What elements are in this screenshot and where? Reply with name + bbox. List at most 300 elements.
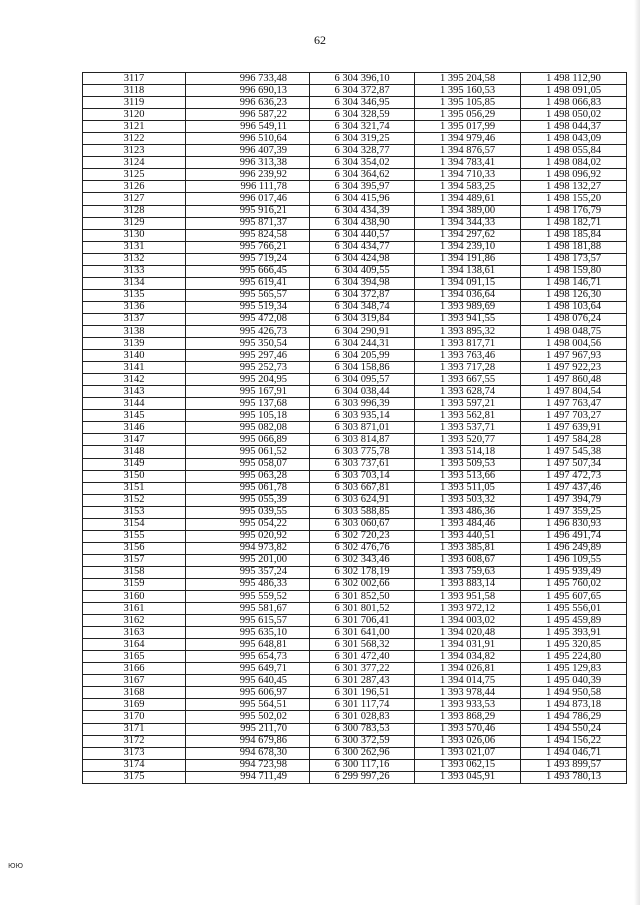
- coordinate-cell: 1 498 126,30: [521, 289, 627, 301]
- coordinate-cell: 995 105,18: [186, 410, 310, 422]
- point-number-cell: 3125: [83, 169, 186, 181]
- coordinate-cell: 1 394 297,62: [415, 229, 521, 241]
- coordinate-cell: 1 394 034,82: [415, 651, 521, 663]
- coordinate-cell: 6 303 996,39: [310, 398, 415, 410]
- coordinate-cell: 6 301 472,40: [310, 651, 415, 663]
- table-row: [83, 639, 627, 651]
- point-number-cell: 3128: [83, 205, 186, 217]
- coordinate-cell: 6 301 196,51: [310, 687, 415, 699]
- coordinate-cell: 995 635,10: [186, 627, 310, 639]
- table-row: [83, 711, 627, 723]
- coordinate-cell: 1 393 062,15: [415, 759, 521, 771]
- point-number-cell: 3119: [83, 97, 186, 109]
- point-number-cell: 3155: [83, 530, 186, 542]
- coordinate-cell: 1 395 056,29: [415, 109, 521, 121]
- footer-mark: ЮЮ: [8, 862, 24, 870]
- point-number-cell: 3173: [83, 747, 186, 759]
- coordinate-cell: 1 498 048,75: [521, 325, 627, 337]
- coordinate-cell: 1 497 584,28: [521, 434, 627, 446]
- coordinate-cell: 1 393 933,53: [415, 699, 521, 711]
- point-number-cell: 3131: [83, 241, 186, 253]
- table-row: [83, 277, 627, 289]
- coordinate-cell: 1 494 156,22: [521, 735, 627, 747]
- coordinate-cell: 994 679,86: [186, 735, 310, 747]
- coordinate-cell: 995 201,00: [186, 554, 310, 566]
- coordinate-cell: 1 498 050,02: [521, 109, 627, 121]
- point-number-cell: 3157: [83, 554, 186, 566]
- coordinate-cell: 6 304 095,57: [310, 374, 415, 386]
- coordinate-cell: 1 494 873,18: [521, 699, 627, 711]
- table-row: [83, 181, 627, 193]
- point-number-cell: 3174: [83, 759, 186, 771]
- coordinate-cell: 995 648,81: [186, 639, 310, 651]
- coordinate-cell: 1 395 160,53: [415, 85, 521, 97]
- coordinate-cell: 1 393 597,21: [415, 398, 521, 410]
- coordinate-cell: 1 498 066,83: [521, 97, 627, 109]
- coordinate-cell: 995 502,02: [186, 711, 310, 723]
- coordinate-cell: 996 017,46: [186, 193, 310, 205]
- table-row: [83, 603, 627, 615]
- table-row: [83, 145, 627, 157]
- coordinate-cell: 6 299 997,26: [310, 771, 415, 783]
- coordinate-cell: 994 711,49: [186, 771, 310, 783]
- coordinate-cell: 1 497 639,91: [521, 422, 627, 434]
- table-row: [83, 735, 627, 747]
- point-number-cell: 3122: [83, 133, 186, 145]
- coordinate-cell: 6 301 852,50: [310, 591, 415, 603]
- coordinate-cell: 995 054,22: [186, 518, 310, 530]
- coordinate-cell: 6 304 321,74: [310, 121, 415, 133]
- coordinate-cell: 6 302 002,66: [310, 578, 415, 590]
- coordinate-cell: 1 394 020,48: [415, 627, 521, 639]
- point-number-cell: 3151: [83, 482, 186, 494]
- point-number-cell: 3154: [83, 518, 186, 530]
- point-number-cell: 3172: [83, 735, 186, 747]
- table-row: [83, 759, 627, 771]
- coordinate-cell: 6 303 588,85: [310, 506, 415, 518]
- table-row: [83, 627, 627, 639]
- coordinate-cell: 1 497 507,34: [521, 458, 627, 470]
- coordinate-cell: 1 394 239,10: [415, 241, 521, 253]
- coordinate-cell: 996 690,13: [186, 85, 310, 97]
- coordinate-cell: 1 497 545,38: [521, 446, 627, 458]
- coordinate-cell: 1 497 967,93: [521, 350, 627, 362]
- point-number-cell: 3160: [83, 591, 186, 603]
- coordinate-cell: 1 393 608,67: [415, 554, 521, 566]
- coordinate-cell: 6 304 372,87: [310, 85, 415, 97]
- coordinate-cell: 1 394 389,00: [415, 205, 521, 217]
- coordinate-cell: 1 393 951,58: [415, 591, 521, 603]
- table-row: [83, 253, 627, 265]
- coordinate-cell: 1 498 181,88: [521, 241, 627, 253]
- coordinate-cell: 6 304 348,74: [310, 301, 415, 313]
- coordinate-cell: 6 304 290,91: [310, 325, 415, 337]
- point-number-cell: 3170: [83, 711, 186, 723]
- coordinate-cell: 1 498 112,90: [521, 73, 627, 85]
- point-number-cell: 3169: [83, 699, 186, 711]
- coordinate-cell: 1 498 091,05: [521, 85, 627, 97]
- coordinate-cell: 6 302 343,46: [310, 554, 415, 566]
- coordinate-cell: 995 649,71: [186, 663, 310, 675]
- point-number-cell: 3139: [83, 338, 186, 350]
- coordinate-cell: 1 394 583,25: [415, 181, 521, 193]
- point-number-cell: 3166: [83, 663, 186, 675]
- coordinate-cell: 1 498 182,71: [521, 217, 627, 229]
- coordinate-cell: 6 304 409,55: [310, 265, 415, 277]
- point-number-cell: 3158: [83, 566, 186, 578]
- coordinate-cell: 1 393 667,55: [415, 374, 521, 386]
- coordinate-cell: 995 472,08: [186, 313, 310, 325]
- point-number-cell: 3141: [83, 362, 186, 374]
- point-number-cell: 3159: [83, 578, 186, 590]
- coordinate-cell: 1 495 459,89: [521, 615, 627, 627]
- point-number-cell: 3117: [83, 73, 186, 85]
- point-number-cell: 3147: [83, 434, 186, 446]
- coordinate-cell: 6 300 783,53: [310, 723, 415, 735]
- coordinate-cell: 1 393 978,44: [415, 687, 521, 699]
- coordinate-cell: 995 916,21: [186, 205, 310, 217]
- coordinate-cell: 6 301 641,00: [310, 627, 415, 639]
- table-row: [83, 723, 627, 735]
- point-number-cell: 3124: [83, 157, 186, 169]
- coordinate-cell: 1 393 021,07: [415, 747, 521, 759]
- table-row: [83, 193, 627, 205]
- coordinate-cell: 1 393 513,66: [415, 470, 521, 482]
- point-number-cell: 3168: [83, 687, 186, 699]
- coordinate-cell: 1 393 026,06: [415, 735, 521, 747]
- coordinate-cell: 995 640,45: [186, 675, 310, 687]
- coordinate-cell: 1 393 989,69: [415, 301, 521, 313]
- coordinate-cell: 996 407,39: [186, 145, 310, 157]
- coordinate-cell: 6 300 262,96: [310, 747, 415, 759]
- coordinate-cell: 995 559,52: [186, 591, 310, 603]
- coordinate-cell: 1 395 204,58: [415, 73, 521, 85]
- coordinate-cell: 1 498 043,09: [521, 133, 627, 145]
- coordinate-cell: 1 393 045,91: [415, 771, 521, 783]
- coordinate-cell: 1 494 550,24: [521, 723, 627, 735]
- coordinate-cell: 994 678,30: [186, 747, 310, 759]
- coordinate-cell: 1 495 556,01: [521, 603, 627, 615]
- point-number-cell: 3161: [83, 603, 186, 615]
- coordinate-cell: 1 393 514,18: [415, 446, 521, 458]
- coordinate-cell: 6 304 438,90: [310, 217, 415, 229]
- coordinate-cell: 1 496 109,55: [521, 554, 627, 566]
- coordinate-cell: 1 498 132,27: [521, 181, 627, 193]
- point-number-cell: 3164: [83, 639, 186, 651]
- point-number-cell: 3118: [83, 85, 186, 97]
- table-row: [83, 482, 627, 494]
- page-number: 62: [314, 33, 326, 47]
- coordinate-cell: 995 252,73: [186, 362, 310, 374]
- table-row: [83, 747, 627, 759]
- table-row: [83, 518, 627, 530]
- coordinate-cell: 1 497 394,79: [521, 494, 627, 506]
- coordinate-cell: 1 393 941,55: [415, 313, 521, 325]
- coordinate-cell: 1 497 804,54: [521, 386, 627, 398]
- table-row: [83, 542, 627, 554]
- coordinate-cell: 1 394 014,75: [415, 675, 521, 687]
- coordinate-cell: 6 301 568,32: [310, 639, 415, 651]
- coordinate-cell: 1 394 979,46: [415, 133, 521, 145]
- coordinate-cell: 995 055,39: [186, 494, 310, 506]
- point-number-cell: 3171: [83, 723, 186, 735]
- coordinate-cell: 6 304 434,77: [310, 241, 415, 253]
- table-row: [83, 506, 627, 518]
- coordinate-cell: 995 666,45: [186, 265, 310, 277]
- coordinate-cell: 1 394 710,33: [415, 169, 521, 181]
- coordinate-cell: 1 394 138,61: [415, 265, 521, 277]
- table-row: [83, 578, 627, 590]
- point-number-cell: 3152: [83, 494, 186, 506]
- coordinate-cell: 995 066,89: [186, 434, 310, 446]
- point-number-cell: 3167: [83, 675, 186, 687]
- coordinate-cell: 6 300 117,16: [310, 759, 415, 771]
- coordinate-cell: 995 350,54: [186, 338, 310, 350]
- coordinate-cell: 995 204,95: [186, 374, 310, 386]
- table-row: [83, 675, 627, 687]
- point-number-cell: 3138: [83, 325, 186, 337]
- coordinate-cell: 1 495 129,83: [521, 663, 627, 675]
- table-row: [83, 217, 627, 229]
- coordinate-cell: 6 304 372,87: [310, 289, 415, 301]
- table-row: [83, 458, 627, 470]
- coordinate-cell: 6 304 395,97: [310, 181, 415, 193]
- table-row: [83, 566, 627, 578]
- coordinate-cell: 1 496 249,89: [521, 542, 627, 554]
- table-row: [83, 699, 627, 711]
- coordinate-cell: 995 615,57: [186, 615, 310, 627]
- coordinate-cell: 1 393 537,71: [415, 422, 521, 434]
- coordinate-cell: 1 497 703,27: [521, 410, 627, 422]
- table-row: [83, 398, 627, 410]
- coordinate-cell: 994 723,98: [186, 759, 310, 771]
- coordinate-cell: 1 495 224,80: [521, 651, 627, 663]
- coordinate-cell: 995 766,21: [186, 241, 310, 253]
- coordinate-cell: 996 510,64: [186, 133, 310, 145]
- coordinate-cell: 1 393 817,71: [415, 338, 521, 350]
- coordinate-cell: 1 393 440,51: [415, 530, 521, 542]
- point-number-cell: 3132: [83, 253, 186, 265]
- coordinate-cell: 6 302 476,76: [310, 542, 415, 554]
- coordinate-cell: 1 394 091,15: [415, 277, 521, 289]
- table-row: [83, 109, 627, 121]
- coordinate-cell: 995 426,73: [186, 325, 310, 337]
- coordinate-cell: 996 111,78: [186, 181, 310, 193]
- coordinate-cell: 1 495 320,85: [521, 639, 627, 651]
- table-row: [83, 133, 627, 145]
- point-number-cell: 3162: [83, 615, 186, 627]
- coordinate-cell: 995 063,28: [186, 470, 310, 482]
- coordinate-cell: 1 394 489,61: [415, 193, 521, 205]
- coordinate-cell: 6 301 377,22: [310, 663, 415, 675]
- point-number-cell: 3140: [83, 350, 186, 362]
- point-number-cell: 3153: [83, 506, 186, 518]
- coordinate-cell: 1 393 972,12: [415, 603, 521, 615]
- coordinate-cell: 995 058,07: [186, 458, 310, 470]
- point-number-cell: 3175: [83, 771, 186, 783]
- coordinate-cell: 1 393 486,36: [415, 506, 521, 518]
- coordinate-cell: 995 581,67: [186, 603, 310, 615]
- coordinate-cell: 995 061,78: [186, 482, 310, 494]
- coordinate-cell: 995 082,08: [186, 422, 310, 434]
- coordinate-cell: 995 357,24: [186, 566, 310, 578]
- coordinate-cell: 1 393 503,32: [415, 494, 521, 506]
- coordinate-cell: 1 495 760,02: [521, 578, 627, 590]
- table-row: [83, 494, 627, 506]
- coordinate-cell: 1 496 491,74: [521, 530, 627, 542]
- coordinate-cell: 6 304 328,77: [310, 145, 415, 157]
- coordinate-cell: 6 304 346,95: [310, 97, 415, 109]
- coordinate-cell: 1 393 484,46: [415, 518, 521, 530]
- coordinate-cell: 995 020,92: [186, 530, 310, 542]
- coordinate-cell: 1 393 895,32: [415, 325, 521, 337]
- coordinate-cell: 996 239,92: [186, 169, 310, 181]
- coordinate-cell: 6 301 117,74: [310, 699, 415, 711]
- coordinate-cell: 1 393 511,05: [415, 482, 521, 494]
- coordinate-cell: 1 494 046,71: [521, 747, 627, 759]
- coordinate-cell: 1 495 939,49: [521, 566, 627, 578]
- coordinate-cell: 6 304 364,62: [310, 169, 415, 181]
- table-row: [83, 73, 627, 85]
- coordinate-cell: 6 303 737,61: [310, 458, 415, 470]
- table-row: [83, 554, 627, 566]
- coordinate-cell: 995 824,58: [186, 229, 310, 241]
- coordinate-cell: 1 498 044,37: [521, 121, 627, 133]
- coordinate-cell: 1 496 830,93: [521, 518, 627, 530]
- coordinate-cell: 1 498 055,84: [521, 145, 627, 157]
- coordinate-cell: 6 303 060,67: [310, 518, 415, 530]
- coordinates-table-body: [83, 73, 627, 784]
- coordinate-cell: 995 719,24: [186, 253, 310, 265]
- coordinate-cell: 1 394 026,81: [415, 663, 521, 675]
- coordinate-cell: 1 393 562,81: [415, 410, 521, 422]
- coordinate-cell: 1 393 520,77: [415, 434, 521, 446]
- coordinate-cell: 1 393 868,29: [415, 711, 521, 723]
- coordinate-cell: 1 393 717,28: [415, 362, 521, 374]
- point-number-cell: 3149: [83, 458, 186, 470]
- table-row: [83, 591, 627, 603]
- table-row: [83, 289, 627, 301]
- coordinate-cell: 994 973,82: [186, 542, 310, 554]
- point-number-cell: 3163: [83, 627, 186, 639]
- table-row: [83, 313, 627, 325]
- coordinate-cell: 996 636,23: [186, 97, 310, 109]
- coordinate-cell: 1 393 763,46: [415, 350, 521, 362]
- coordinate-cell: 6 301 028,83: [310, 711, 415, 723]
- coordinate-cell: 1 394 036,64: [415, 289, 521, 301]
- coordinates-table: [82, 72, 627, 784]
- coordinate-cell: 1 498 176,79: [521, 205, 627, 217]
- coordinate-cell: 1 497 922,23: [521, 362, 627, 374]
- table-row: [83, 386, 627, 398]
- coordinate-cell: 1 495 607,65: [521, 591, 627, 603]
- coordinate-cell: 1 393 570,46: [415, 723, 521, 735]
- point-number-cell: 3123: [83, 145, 186, 157]
- coordinate-cell: 1 498 103,64: [521, 301, 627, 313]
- coordinate-cell: 6 301 801,52: [310, 603, 415, 615]
- coordinate-cell: 995 519,34: [186, 301, 310, 313]
- coordinate-cell: 6 303 871,01: [310, 422, 415, 434]
- coordinate-cell: 6 304 244,31: [310, 338, 415, 350]
- coordinate-cell: 1 498 159,80: [521, 265, 627, 277]
- table-row: [83, 205, 627, 217]
- coordinate-cell: 1 498 146,71: [521, 277, 627, 289]
- table-row: [83, 615, 627, 627]
- coordinate-cell: 1 394 783,41: [415, 157, 521, 169]
- coordinate-cell: 1 498 084,02: [521, 157, 627, 169]
- coordinate-cell: 6 304 354,02: [310, 157, 415, 169]
- table-row: [83, 771, 627, 783]
- coordinate-cell: 995 137,68: [186, 398, 310, 410]
- point-number-cell: 3142: [83, 374, 186, 386]
- table-row: [83, 651, 627, 663]
- coordinate-cell: 995 486,33: [186, 578, 310, 590]
- coordinate-cell: 995 606,97: [186, 687, 310, 699]
- coordinate-cell: 6 304 415,96: [310, 193, 415, 205]
- coordinate-cell: 1 494 950,58: [521, 687, 627, 699]
- table-row: [83, 229, 627, 241]
- table-row: [83, 663, 627, 675]
- table-row: [83, 530, 627, 542]
- point-number-cell: 3133: [83, 265, 186, 277]
- coordinate-cell: 1 493 780,13: [521, 771, 627, 783]
- coordinate-cell: 1 394 191,86: [415, 253, 521, 265]
- coordinate-cell: 6 301 706,41: [310, 615, 415, 627]
- coordinate-cell: 1 498 076,24: [521, 313, 627, 325]
- table-row: [83, 265, 627, 277]
- coordinate-cell: 1 497 860,48: [521, 374, 627, 386]
- point-number-cell: 3137: [83, 313, 186, 325]
- coordinate-cell: 1 395 105,85: [415, 97, 521, 109]
- point-number-cell: 3136: [83, 301, 186, 313]
- page-edge-shadow: [634, 0, 640, 905]
- point-number-cell: 3143: [83, 386, 186, 398]
- coordinate-cell: 1 493 899,57: [521, 759, 627, 771]
- coordinate-cell: 996 733,48: [186, 73, 310, 85]
- point-number-cell: 3120: [83, 109, 186, 121]
- coordinate-cell: 6 304 440,57: [310, 229, 415, 241]
- coordinate-cell: 6 303 667,81: [310, 482, 415, 494]
- coordinate-cell: 1 394 031,91: [415, 639, 521, 651]
- coordinate-cell: 1 394 344,33: [415, 217, 521, 229]
- coordinate-cell: 1 498 185,84: [521, 229, 627, 241]
- coordinate-cell: 6 300 372,59: [310, 735, 415, 747]
- coordinate-cell: 6 304 038,44: [310, 386, 415, 398]
- coordinate-cell: 1 393 509,53: [415, 458, 521, 470]
- point-number-cell: 3145: [83, 410, 186, 422]
- table-row: [83, 301, 627, 313]
- coordinate-cell: 6 304 205,99: [310, 350, 415, 362]
- point-number-cell: 3130: [83, 229, 186, 241]
- coordinate-cell: 1 393 883,14: [415, 578, 521, 590]
- table-row: [83, 121, 627, 133]
- coordinate-cell: 6 301 287,43: [310, 675, 415, 687]
- table-row: [83, 169, 627, 181]
- coordinate-cell: 996 587,22: [186, 109, 310, 121]
- coordinate-cell: 1 393 759,63: [415, 566, 521, 578]
- table-row: [83, 687, 627, 699]
- point-number-cell: 3121: [83, 121, 186, 133]
- coordinate-cell: 995 654,73: [186, 651, 310, 663]
- coordinate-cell: 1 394 876,57: [415, 145, 521, 157]
- coordinate-cell: 1 498 004,56: [521, 338, 627, 350]
- coordinate-cell: 6 304 328,59: [310, 109, 415, 121]
- coordinate-cell: 1 497 763,47: [521, 398, 627, 410]
- point-number-cell: 3148: [83, 446, 186, 458]
- coordinate-cell: 6 304 424,98: [310, 253, 415, 265]
- coordinate-cell: 995 167,91: [186, 386, 310, 398]
- table-row: [83, 374, 627, 386]
